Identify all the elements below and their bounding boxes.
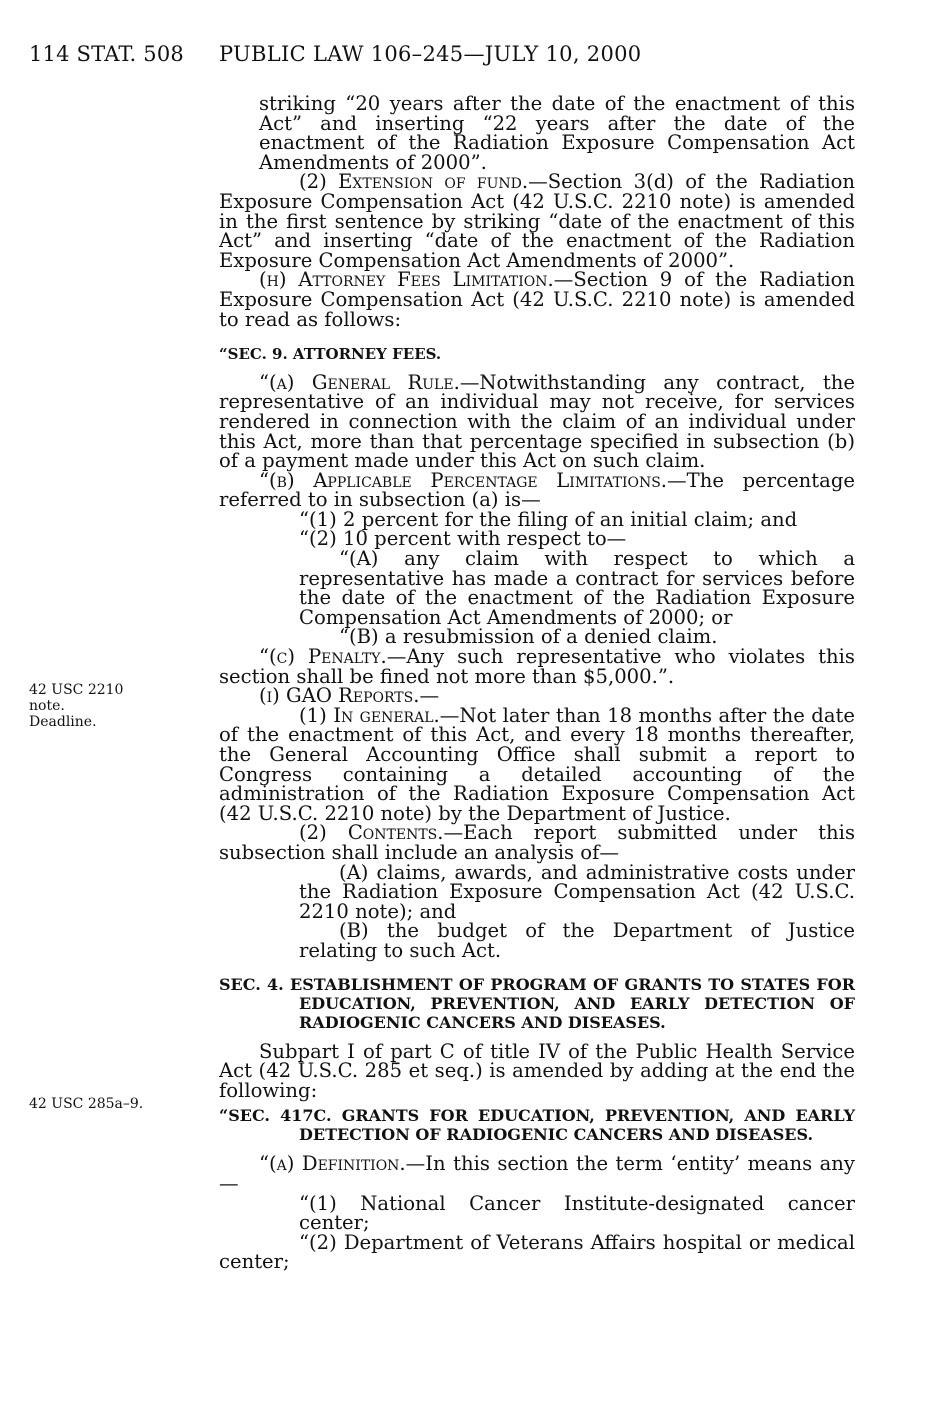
paragraph-heading: (i) GAO Reports.: [259, 684, 420, 708]
paragraph-text: —Each report submitted under this subsection shall include an analysis of—: [219, 821, 855, 864]
running-header-title: PUBLIC LAW 106–245—JULY 10, 2000: [219, 42, 642, 66]
paragraph-penalty: [219, 647, 855, 686]
paragraph-heading: “(a) Definition.: [259, 1152, 406, 1176]
paragraph-text: —: [419, 684, 440, 708]
paragraph-text: —In this section the term ‘entity’ means any—: [219, 1152, 855, 1195]
paragraph: “(2) 10 percent with respect to—: [299, 527, 627, 551]
paragraph: (A) claims, awards, and administrative costs under the Radiation Exposure Compensation Act (42 U.S.C. 2210 note); and: [299, 860, 855, 923]
paragraph-percentage-limitations: [219, 468, 855, 512]
paragraph: “(B) a resubmission of a denied claim.: [339, 625, 718, 649]
paragraph-text: —Notwithstanding any contract, the representative of an individual may not receive, for services rendered in connection with the claim of an individual under this Act, more than that percentage specified in subsection (b) of a payment made under this Act on such claim.: [219, 370, 855, 473]
section-417c-heading: “SEC. 417C. GRANTS FOR EDUCATION, PREVENTION, AND EARLY DETECTION OF RADIOGENIC CANCERS AND DISEASES.: [219, 1106, 855, 1145]
document-body: [219, 94, 855, 1272]
paragraph: (B) the budget of the Department of Justice relating to such Act.: [299, 919, 855, 962]
paragraph-heading: “(c) Penalty.: [259, 645, 387, 669]
paragraph-contents: [219, 823, 855, 862]
paragraph-heading: (1) In general.: [299, 703, 440, 727]
section-4-heading: SEC. 4. ESTABLISHMENT OF PROGRAM OF GRANTS TO STATES FOR EDUCATION, PREVENTION, AND EARLY DETECTION OF RADIOGENIC CANCERS AND DISEASES.: [219, 974, 855, 1032]
paragraph-heading: (2) Contents.: [299, 821, 444, 845]
paragraph: “(2) Department of Veterans Affairs hospital or medical center;: [219, 1230, 855, 1274]
paragraph-text: —Section 3(d) of the Radiation Exposure Compensation Act (42 U.S.C. 2210 note) is amended in the first sentence by striking “date of the enactment of this Act” and inserting “date of the enactment of the Radiation Exposure Compensation Act Amendments of 2000”.: [219, 170, 856, 272]
paragraph-in-general: [219, 703, 855, 825]
paragraph-heading: “(b) Applicable Percentage Limitations.: [259, 468, 668, 492]
paragraph-heading: (2) Extension of fund.: [299, 170, 529, 194]
section-9-heading: “SEC. 9. ATTORNEY FEES.: [219, 345, 442, 364]
margin-note-line: note.: [29, 698, 65, 714]
paragraph-heading: (h) Attorney Fees Limitation.: [259, 268, 554, 292]
paragraph-heading: “(a) General Rule.: [259, 370, 460, 394]
margin-note-line: 42 USC 2210: [29, 682, 124, 698]
paragraph-text: —The percentage referred to in subsection (a) is—: [219, 468, 855, 512]
paragraph: “(A) any claim with respect to which a representative has made a contract for services before the date of the enactment of the Radiation Exposure Compensation Act Amendments of 2000; or: [299, 547, 855, 629]
paragraph: striking “20 years after the date of the enactment of this Act” and inserting “22 years after the date of the enactment of the Radiation Exposure Compensation Act Amendments of 2000”.: [259, 92, 855, 174]
paragraph-text: —Any such representative who violates this section shall be fined not more than $5,000.”.: [219, 645, 855, 688]
paragraph: “(1) 2 percent for the filing of an initial claim; and: [299, 507, 798, 531]
paragraph: Subpart I of part C of title IV of the Public Health Service Act (42 U.S.C. 285 et seq.) is amended by adding at the end the following:: [219, 1039, 855, 1102]
paragraph-extension-of-fund: [219, 172, 855, 270]
paragraph-attorney-fees: [219, 270, 855, 329]
margin-note-usc-2210: [29, 682, 123, 730]
margin-note-usc-285a-9: 42 USC 285a–9.: [29, 1096, 144, 1112]
margin-note-line: Deadline.: [29, 714, 97, 730]
paragraph-general-rule: [219, 370, 855, 473]
paragraph-text: —Section 9 of the Radiation Exposure Compensation Act (42 U.S.C. 2210 note) is amended to read as follows:: [219, 268, 855, 331]
paragraph: “(1) National Cancer Institute-designated cancer center;: [299, 1191, 855, 1235]
paragraph-text: —Not later than 18 months after the date of the enactment of this Act, and every 18 months thereafter, the General Accounting Office shall submit a report to Congress containing a detailed accounting of the administration of the Radiation Exposure Compensation Act (42 U.S.C. 2210 note) by the Department of Justice.: [219, 703, 855, 825]
paragraph-definition: [219, 1154, 855, 1193]
page-stat-citation: 114 STAT. 508: [29, 42, 184, 66]
